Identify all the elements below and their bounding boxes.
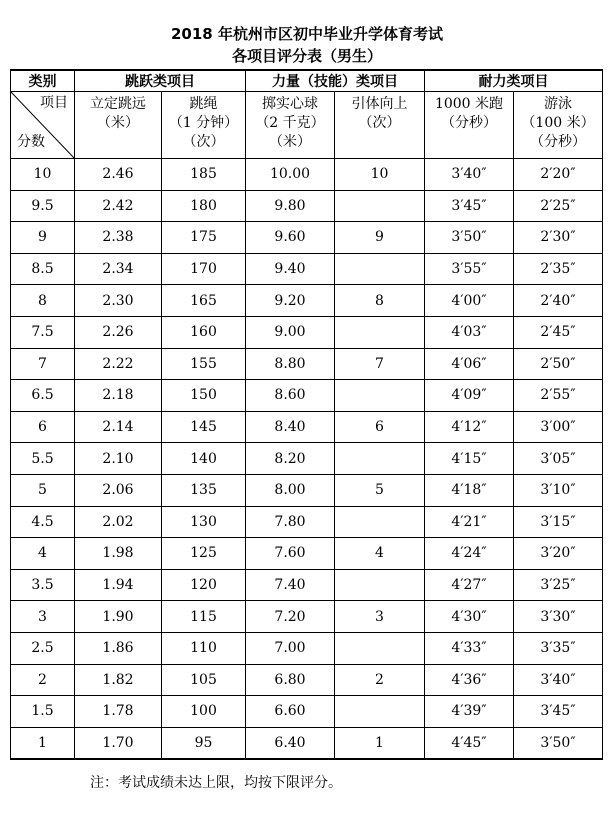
table-cell: 2.42	[75, 190, 162, 222]
table-cell: 2.22	[75, 348, 162, 380]
table-cell	[335, 253, 425, 285]
table-cell	[335, 506, 425, 538]
score-cell: 3	[11, 601, 75, 633]
table-cell: 4′18″	[425, 474, 514, 506]
column-header	[246, 92, 335, 159]
table-cell: 120	[162, 569, 246, 601]
table-cell: 3′55″	[425, 253, 514, 285]
table-cell: 170	[162, 253, 246, 285]
footnote: 注：考试成绩未达上限，均按下限评分。	[90, 775, 342, 791]
table-cell: 3′45″	[514, 696, 603, 728]
table-cell: 4′27″	[425, 569, 514, 601]
score-cell: 1	[11, 727, 75, 759]
table-cell: 8.00	[246, 474, 335, 506]
table-cell: 155	[162, 348, 246, 380]
score-cell: 5.5	[11, 443, 75, 475]
table-cell: 2.46	[75, 159, 162, 191]
score-cell: 5	[11, 474, 75, 506]
score-cell: 10	[11, 159, 75, 191]
table-cell: 165	[162, 285, 246, 317]
table-cell: 9.00	[246, 316, 335, 348]
table-cell: 2′20″	[514, 159, 603, 191]
table-cell: 1.94	[75, 569, 162, 601]
table-cell: 2′35″	[514, 253, 603, 285]
table-cell: 8.60	[246, 380, 335, 412]
score-cell: 6.5	[11, 380, 75, 412]
table-cell: 6	[335, 411, 425, 443]
table-cell: 1	[335, 727, 425, 759]
table-cell: 3′40″	[514, 664, 603, 696]
score-cell: 6	[11, 411, 75, 443]
table-cell: 150	[162, 380, 246, 412]
table-cell: 115	[162, 601, 246, 633]
table-cell: 7.20	[246, 601, 335, 633]
table-body	[11, 159, 603, 760]
table-cell: 125	[162, 538, 246, 570]
table-cell: 2′40″	[514, 285, 603, 317]
table-cell: 2.38	[75, 222, 162, 254]
table-row	[11, 380, 603, 412]
table-cell: 3′40″	[425, 159, 514, 191]
score-cell: 9.5	[11, 190, 75, 222]
table-cell: 4′21″	[425, 506, 514, 538]
table-cell: 3′00″	[514, 411, 603, 443]
table-cell: 3′25″	[514, 569, 603, 601]
table-cell: 10.00	[246, 159, 335, 191]
category-row	[11, 70, 603, 92]
column-header	[514, 92, 603, 159]
score-cell: 2.5	[11, 632, 75, 664]
item-score-corner-cell	[11, 92, 75, 159]
item-label: 项目	[40, 95, 68, 111]
table-cell: 4′30″	[425, 601, 514, 633]
column-header	[335, 92, 425, 159]
table-cell: 180	[162, 190, 246, 222]
table-row	[11, 285, 603, 317]
page-subtitle: 各项目评分表（男生）	[231, 47, 382, 65]
table-cell: 185	[162, 159, 246, 191]
table-cell: 3	[335, 601, 425, 633]
table-cell: 95	[162, 727, 246, 759]
column-header	[75, 92, 162, 159]
table-row	[11, 538, 603, 570]
category-type-header: 类别	[11, 70, 75, 92]
corner-diagonal-line	[11, 92, 75, 159]
table-cell	[335, 190, 425, 222]
table-cell: 2′30″	[514, 222, 603, 254]
table-cell: 4′09″	[425, 380, 514, 412]
table-cell: 4′15″	[425, 443, 514, 475]
table-row	[11, 253, 603, 285]
table-cell: 3′50″	[514, 727, 603, 759]
table-cell: 10	[335, 159, 425, 191]
score-cell: 3.5	[11, 569, 75, 601]
table-cell: 130	[162, 506, 246, 538]
score-cell: 4.5	[11, 506, 75, 538]
table-row	[11, 601, 603, 633]
table-cell: 2	[335, 664, 425, 696]
table-cell: 100	[162, 696, 246, 728]
column-header	[425, 92, 514, 159]
table-cell: 1.98	[75, 538, 162, 570]
table-cell: 7	[335, 348, 425, 380]
table-cell: 2.26	[75, 316, 162, 348]
category-strength-header: 力量（技能）类项目	[246, 70, 425, 92]
table-cell: 2′50″	[514, 348, 603, 380]
column-header-label: 跳绳 （1 分钟） （次）	[168, 96, 239, 150]
table-row	[11, 696, 603, 728]
column-header-label: 游泳 （100 米） （分秒）	[521, 96, 595, 150]
table-cell: 4′06″	[425, 348, 514, 380]
table-cell: 175	[162, 222, 246, 254]
table-cell: 160	[162, 316, 246, 348]
column-header-label: 引体向上 （次）	[351, 96, 408, 131]
table-row	[11, 348, 603, 380]
table-cell: 145	[162, 411, 246, 443]
column-header	[162, 92, 246, 159]
table-cell: 1.70	[75, 727, 162, 759]
table-cell: 105	[162, 664, 246, 696]
table-cell	[335, 380, 425, 412]
table-cell: 9.40	[246, 253, 335, 285]
table-cell: 4′24″	[425, 538, 514, 570]
table-cell: 3′30″	[514, 601, 603, 633]
category-endurance-header: 耐力类项目	[425, 70, 603, 92]
table-row	[11, 316, 603, 348]
table-cell	[335, 696, 425, 728]
table-cell: 140	[162, 443, 246, 475]
score-label: 分数	[17, 134, 45, 150]
table-cell: 3′20″	[514, 538, 603, 570]
table-cell: 7.40	[246, 569, 335, 601]
table-row	[11, 664, 603, 696]
table-cell: 1.90	[75, 601, 162, 633]
table-row	[11, 474, 603, 506]
table-cell: 4′39″	[425, 696, 514, 728]
score-cell: 8	[11, 285, 75, 317]
table-cell: 135	[162, 474, 246, 506]
table-row	[11, 222, 603, 254]
table-cell	[335, 316, 425, 348]
table-cell: 4	[335, 538, 425, 570]
table-cell: 1.78	[75, 696, 162, 728]
table-cell: 2.30	[75, 285, 162, 317]
table-cell: 3′50″	[425, 222, 514, 254]
table-row	[11, 727, 603, 759]
table-cell: 2.06	[75, 474, 162, 506]
table-cell: 3′45″	[425, 190, 514, 222]
table-cell: 9.60	[246, 222, 335, 254]
table-cell: 2.34	[75, 253, 162, 285]
table-cell: 9	[335, 222, 425, 254]
table-cell: 2.10	[75, 443, 162, 475]
page-title: 2018 年杭州市区初中毕业升学体育考试	[171, 25, 443, 43]
table-cell: 8.40	[246, 411, 335, 443]
score-cell: 2	[11, 664, 75, 696]
table-row	[11, 159, 603, 191]
table-cell: 2′55″	[514, 380, 603, 412]
table-row	[11, 632, 603, 664]
table-cell	[335, 632, 425, 664]
table-cell: 7.00	[246, 632, 335, 664]
table-cell	[335, 569, 425, 601]
table-cell: 1.86	[75, 632, 162, 664]
table-row	[11, 506, 603, 538]
table-cell: 3′10″	[514, 474, 603, 506]
score-cell: 8.5	[11, 253, 75, 285]
table-cell: 6.60	[246, 696, 335, 728]
column-header-label: 立定跳远 （米）	[90, 96, 146, 131]
table-cell: 6.80	[246, 664, 335, 696]
table-cell: 2.14	[75, 411, 162, 443]
table-cell: 4′45″	[425, 727, 514, 759]
score-cell: 7	[11, 348, 75, 380]
table-cell: 8	[335, 285, 425, 317]
column-header-row	[11, 92, 603, 159]
table-cell: 9.20	[246, 285, 335, 317]
table-cell	[335, 443, 425, 475]
table-cell: 1.82	[75, 664, 162, 696]
table-cell: 3′35″	[514, 632, 603, 664]
table-cell: 8.80	[246, 348, 335, 380]
table-cell: 4′36″	[425, 664, 514, 696]
table-row	[11, 569, 603, 601]
table-cell: 9.80	[246, 190, 335, 222]
table-cell: 3′05″	[514, 443, 603, 475]
table-cell: 5	[335, 474, 425, 506]
table-cell: 2′45″	[514, 316, 603, 348]
table-cell: 7.80	[246, 506, 335, 538]
table-cell: 110	[162, 632, 246, 664]
score-cell: 9	[11, 222, 75, 254]
table-cell: 4′12″	[425, 411, 514, 443]
table-row	[11, 411, 603, 443]
table-cell: 6.40	[246, 727, 335, 759]
table-cell: 2.02	[75, 506, 162, 538]
table-cell: 4′33″	[425, 632, 514, 664]
score-cell: 7.5	[11, 316, 75, 348]
table-row	[11, 190, 603, 222]
scoring-table	[10, 69, 603, 760]
score-cell: 1.5	[11, 696, 75, 728]
table-cell: 3′15″	[514, 506, 603, 538]
table-cell: 4′00″	[425, 285, 514, 317]
table-cell: 2′25″	[514, 190, 603, 222]
category-jump-header: 跳跃类项目	[75, 70, 246, 92]
table-cell: 4′03″	[425, 316, 514, 348]
table-cell: 8.20	[246, 443, 335, 475]
table-cell: 7.60	[246, 538, 335, 570]
table-cell: 2.18	[75, 380, 162, 412]
table-row	[11, 443, 603, 475]
score-cell: 4	[11, 538, 75, 570]
column-header-label: 掷实心球 （2 千克） （米）	[255, 96, 325, 150]
column-header-label: 1000 米跑 （分秒）	[434, 96, 504, 131]
